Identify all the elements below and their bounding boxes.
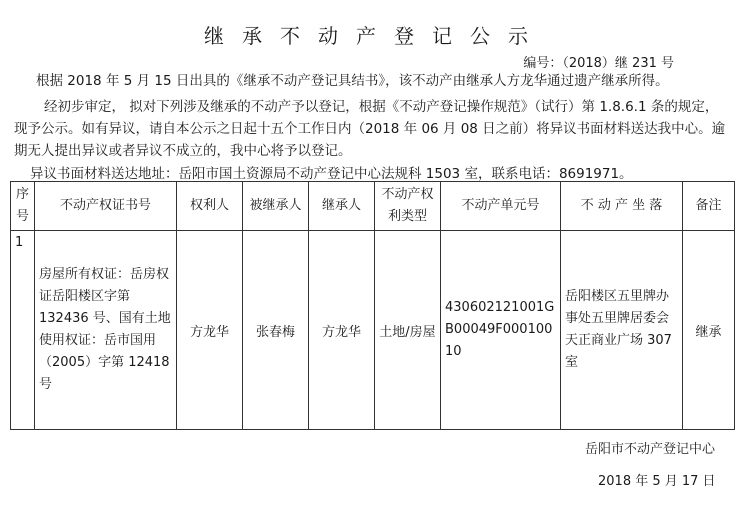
table-row	[11, 231, 735, 430]
header-cert-no: 不动产权证书号	[35, 182, 177, 231]
paragraph-review-line3: 期无人提出异议或者异议不成立的，我中心将予以登记。	[14, 143, 352, 159]
document-number: 编号：（2018）继 231 号	[523, 56, 674, 71]
header-location: 不 动 产 坐 落	[561, 182, 683, 231]
paragraph-review-line1: 经初步审定， 拟对下列涉及继承的不动产予以登记，根据《不动产登记操作规范》（试行）第 1.8.6.1 条的规定，	[44, 99, 719, 115]
paragraph-basis: 根据 2018 年 5 月 15 日出具的《继承不动产登记具结书》，该不动产由继承人方龙华通过遗产继承所得。	[36, 73, 669, 89]
cell-unit-no: 430602121001GB00049F00010010	[441, 231, 561, 430]
issuing-organization: 岳阳市不动产登记中心	[585, 442, 716, 457]
header-heir: 继承人	[309, 182, 375, 231]
notice-title: 继承不动产登记公示	[204, 24, 546, 48]
cell-owner: 方龙华	[177, 231, 243, 430]
cell-location: 岳阳楼区五里牌办事处五里牌居委会天正商业广场 307 室	[561, 231, 683, 430]
registration-table	[10, 181, 735, 430]
table-header-row	[11, 182, 735, 231]
header-decedent: 被继承人	[243, 182, 309, 231]
cell-seq: 1	[11, 231, 35, 430]
cell-cert-no: 房屋所有权证：岳房权证岳阳楼区字第 132436 号、国有土地使用权证：岳市国用（2005）字第 12418 号	[35, 231, 177, 430]
paragraph-review-line2: 现予公示。如有异议，请自本公示之日起十五个工作日内（2018 年 06 月 08 日之前）将异议书面材料送达我中心。逾	[14, 121, 726, 137]
header-seq: 序号	[11, 182, 35, 231]
header-unit-no: 不动产单元号	[441, 182, 561, 231]
issue-date: 2018 年 5 月 17 日	[598, 474, 716, 489]
header-right-type: 不动产权利类型	[375, 182, 441, 231]
cell-decedent: 张春梅	[243, 231, 309, 430]
cell-heir: 方龙华	[309, 231, 375, 430]
paragraph-objection-address: 异议书面材料送达地址：岳阳市国土资源局不动产登记中心法规科 1503 室，联系电话：8691971。	[30, 166, 633, 182]
cell-right-type: 土地/房屋	[375, 231, 441, 430]
header-owner: 权利人	[177, 182, 243, 231]
header-remark: 备注	[683, 182, 735, 231]
cell-remark: 继承	[683, 231, 735, 430]
